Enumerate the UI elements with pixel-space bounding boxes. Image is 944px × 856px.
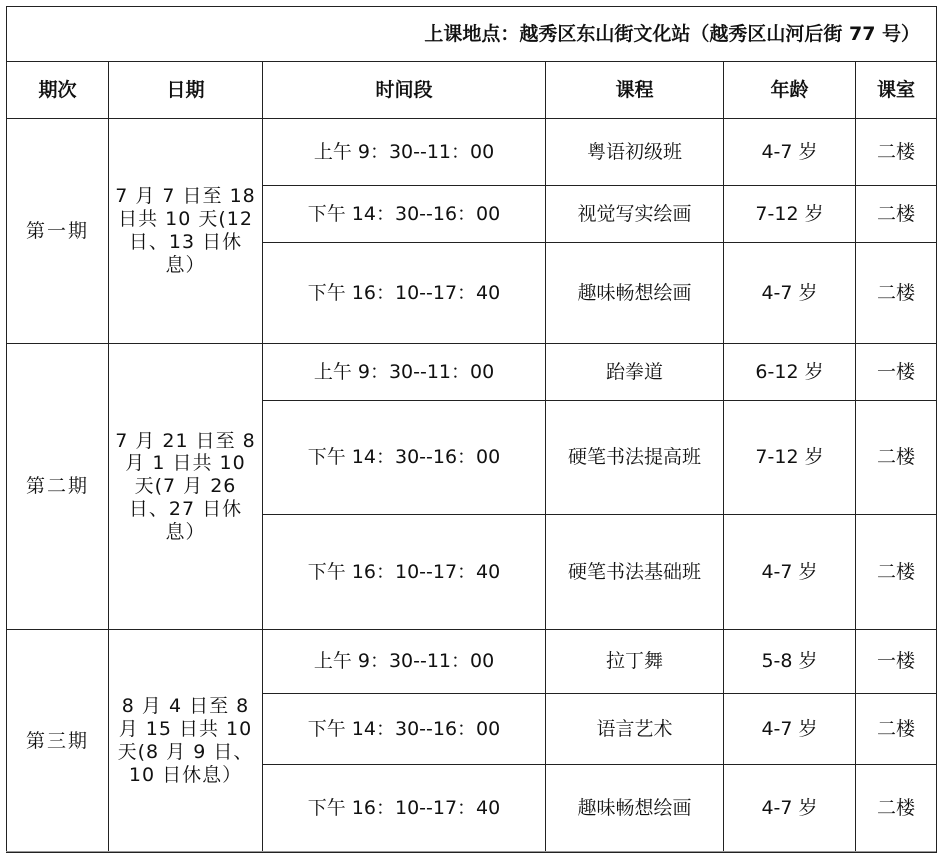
period-2-room-3: 二楼 (856, 515, 937, 630)
period-3-course-3: 趣味畅想绘画 (546, 765, 724, 853)
period-3-time-1: 上午 9：30--11：00 (263, 630, 546, 694)
period-2-age-2: 7-12 岁 (724, 401, 856, 515)
period-2-course-2: 硬笔书法提高班 (546, 401, 724, 515)
period-3-time-2: 下午 14：30--16：00 (263, 694, 546, 765)
location-text: 上课地点：越秀区东山街文化站（越秀区山河后街 77 号） (7, 7, 937, 62)
period-1-course-1: 粤语初级班 (546, 119, 724, 186)
period-2-time-1: 上午 9：30--11：00 (263, 344, 546, 401)
header-date: 日期 (109, 62, 263, 119)
header-row (7, 62, 937, 119)
period-2-course-1: 跆拳道 (546, 344, 724, 401)
period-1-room-2: 二楼 (856, 186, 937, 243)
period-2-age-3: 4-7 岁 (724, 515, 856, 630)
period-1-time-2: 下午 14：30--16：00 (263, 186, 546, 243)
period-2-time-3: 下午 16：10--17：40 (263, 515, 546, 630)
period-2-room-1: 一楼 (856, 344, 937, 401)
period-2-time-2: 下午 14：30--16：00 (263, 401, 546, 515)
period-1-name: 第一期 (7, 119, 109, 344)
period-1-time-3: 下午 16：10--17：40 (263, 243, 546, 344)
period-3-name: 第三期 (7, 630, 109, 853)
period-1-age-1: 4-7 岁 (724, 119, 856, 186)
period-2-date: 7 月 21 日至 8 月 1 日共 10 天(7 月 26 日、27 日休息） (109, 344, 263, 630)
period-3-room-1: 一楼 (856, 630, 937, 694)
table-row (7, 630, 937, 694)
class-schedule-table (6, 6, 937, 853)
page-bottom-rule (6, 851, 936, 852)
period-2-age-1: 6-12 岁 (724, 344, 856, 401)
period-1-date: 7 月 7 日至 18 日共 10 天(12 日、13 日休息） (109, 119, 263, 344)
period-3-course-1: 拉丁舞 (546, 630, 724, 694)
period-2-course-3: 硬笔书法基础班 (546, 515, 724, 630)
period-1-age-3: 4-7 岁 (724, 243, 856, 344)
period-1-room-1: 二楼 (856, 119, 937, 186)
period-1-room-3: 二楼 (856, 243, 937, 344)
period-3-date: 8 月 4 日至 8 月 15 日共 10 天(8 月 9 日、10 日休息） (109, 630, 263, 853)
header-age: 年龄 (724, 62, 856, 119)
period-3-room-3: 二楼 (856, 765, 937, 853)
table-row (7, 119, 937, 186)
period-3-age-2: 4-7 岁 (724, 694, 856, 765)
period-2-room-2: 二楼 (856, 401, 937, 515)
period-3-age-1: 5-8 岁 (724, 630, 856, 694)
period-1-course-2: 视觉写实绘画 (546, 186, 724, 243)
period-1-course-3: 趣味畅想绘画 (546, 243, 724, 344)
period-3-room-2: 二楼 (856, 694, 937, 765)
period-3-course-2: 语言艺术 (546, 694, 724, 765)
header-period: 期次 (7, 62, 109, 119)
location-row (7, 7, 937, 62)
period-2-name: 第二期 (7, 344, 109, 630)
period-1-age-2: 7-12 岁 (724, 186, 856, 243)
period-1-time-1: 上午 9：30--11：00 (263, 119, 546, 186)
header-course: 课程 (546, 62, 724, 119)
header-room: 课室 (856, 62, 937, 119)
period-3-time-3: 下午 16：10--17：40 (263, 765, 546, 853)
header-time: 时间段 (263, 62, 546, 119)
period-3-age-3: 4-7 岁 (724, 765, 856, 853)
table-row (7, 344, 937, 401)
